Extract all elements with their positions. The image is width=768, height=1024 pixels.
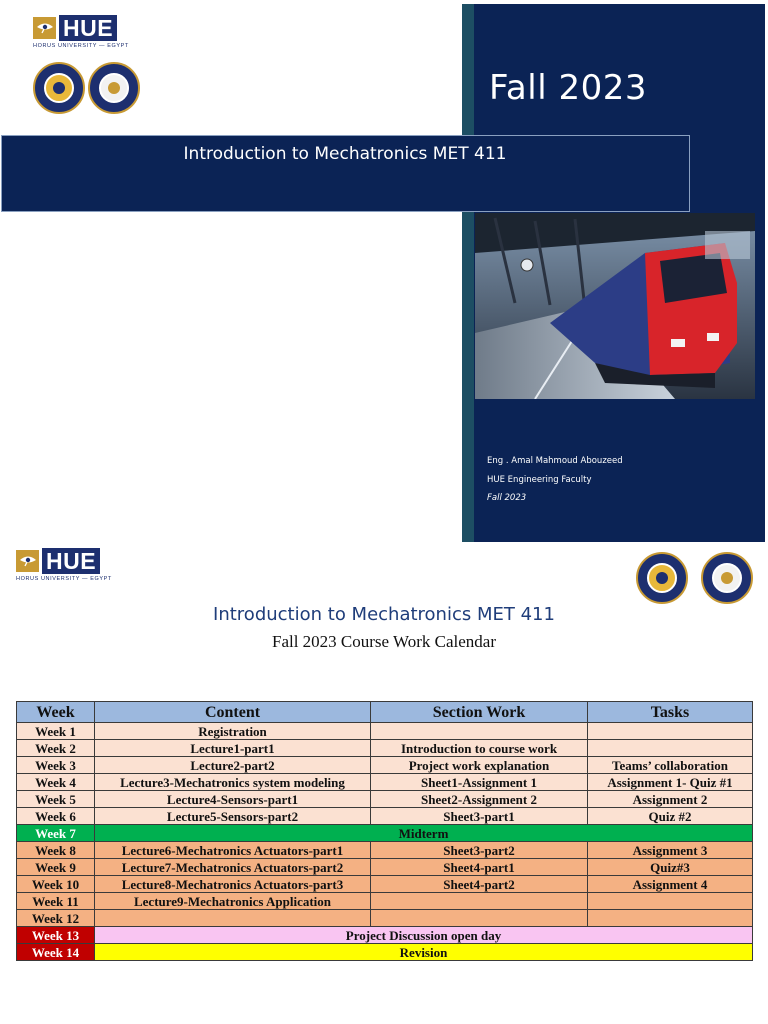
table-row: [17, 842, 753, 859]
revision-cell: Revision: [95, 944, 753, 961]
content-cell: Lecture7-Mechatronics Actuators-part2: [95, 859, 371, 876]
tasks-cell: [588, 910, 753, 927]
hue-logo-text: HUE: [59, 15, 117, 41]
tasks-cell: [588, 893, 753, 910]
title-band: [1, 135, 690, 212]
table-row: [17, 893, 753, 910]
calendar-subtitle: Fall 2023 Course Work Calendar: [271, 632, 496, 651]
faculty-gear-seal-icon: [88, 62, 140, 114]
content-cell: Lecture8-Mechatronics Actuators-part3: [95, 876, 371, 893]
section-cell: Sheet4-part1: [371, 859, 588, 876]
engineering-faculty-seal-icon: [636, 552, 688, 604]
cover-course-title: Introduction to Mechatronics MET 411: [183, 144, 507, 164]
midterm-cell: Midterm: [95, 825, 753, 842]
tasks-cell: Quiz #2: [588, 808, 753, 825]
calendar-title: Introduction to Mechatronics MET 411: [213, 604, 555, 625]
table-row: [17, 723, 753, 740]
header-week: Week: [17, 702, 95, 723]
week-cell: Week 5: [17, 791, 95, 808]
table-row-midterm: [17, 825, 753, 842]
content-cell: Lecture2-part2: [95, 757, 371, 774]
cover-term: Fall 2023: [487, 493, 527, 503]
header-content: Content: [95, 702, 371, 723]
faculty-gear-seal-icon: [701, 552, 753, 604]
week-cell: Week 10: [17, 876, 95, 893]
week-cell: Week 1: [17, 723, 95, 740]
tasks-cell: [588, 723, 753, 740]
tasks-cell: Assignment 2: [588, 791, 753, 808]
tasks-cell: [588, 740, 753, 757]
tasks-cell: Assignment 4: [588, 876, 753, 893]
table-row: [17, 859, 753, 876]
section-cell: [371, 910, 588, 927]
table-row-revision: [17, 944, 753, 961]
section-cell: Introduction to course work: [371, 740, 588, 757]
section-cell: Sheet3-part2: [371, 842, 588, 859]
week-cell: Week 12: [17, 910, 95, 927]
table-row: [17, 876, 753, 893]
section-cell: Sheet1-Assignment 1: [371, 774, 588, 791]
week-cell: Week 14: [17, 944, 95, 961]
engineering-faculty-seal-icon: [33, 62, 85, 114]
train-photo: [475, 213, 755, 399]
section-cell: Project work explanation: [371, 757, 588, 774]
eye-of-horus-icon: [33, 17, 56, 39]
cover-year: Fall 2023: [489, 68, 647, 108]
table-row: [17, 808, 753, 825]
section-cell: Sheet2-Assignment 2: [371, 791, 588, 808]
content-cell: Lecture9-Mechatronics Application: [95, 893, 371, 910]
table-row: [17, 910, 753, 927]
week-cell: Week 9: [17, 859, 95, 876]
tasks-cell: Teams’ collaboration: [588, 757, 753, 774]
hue-logo-tagline: HORUS UNIVERSITY — EGYPT: [16, 576, 112, 582]
hue-logo-tagline: HORUS UNIVERSITY — EGYPT: [33, 43, 129, 49]
week-cell: Week 4: [17, 774, 95, 791]
week-cell: Week 11: [17, 893, 95, 910]
section-cell: [371, 893, 588, 910]
content-cell: Lecture3-Mechatronics system modeling: [95, 774, 371, 791]
week-cell: Week 13: [17, 927, 95, 944]
faculty-name: HUE Engineering Faculty: [487, 474, 592, 485]
eye-of-horus-icon: [16, 550, 39, 572]
hue-logo-page2: [16, 548, 112, 582]
week-cell: Week 3: [17, 757, 95, 774]
section-cell: Sheet4-part2: [371, 876, 588, 893]
project-discussion-cell: Project Discussion open day: [95, 927, 753, 944]
week-cell: Week 7: [17, 825, 95, 842]
section-cell: Sheet3-part1: [371, 808, 588, 825]
table-row: [17, 791, 753, 808]
week-cell: Week 6: [17, 808, 95, 825]
content-cell: Lecture5-Sensors-part2: [95, 808, 371, 825]
hue-logo-text: HUE: [42, 548, 100, 574]
content-cell: Lecture4-Sensors-part1: [95, 791, 371, 808]
hue-logo: [33, 15, 129, 49]
author-block: [487, 452, 623, 508]
content-cell: [95, 910, 371, 927]
tasks-cell: Quiz#3: [588, 859, 753, 876]
content-cell: Registration: [95, 723, 371, 740]
table-row: [17, 740, 753, 757]
table-row: [17, 757, 753, 774]
week-cell: Week 2: [17, 740, 95, 757]
header-section-work: Section Work: [371, 702, 588, 723]
content-cell: Lecture6-Mechatronics Actuators-part1: [95, 842, 371, 859]
tasks-cell: Assignment 1- Quiz #1: [588, 774, 753, 791]
table-row-project-day: [17, 927, 753, 944]
content-cell: Lecture1-part1: [95, 740, 371, 757]
table-header-row: [17, 702, 753, 723]
week-cell: Week 8: [17, 842, 95, 859]
author-name: Eng . Amal Mahmoud Abouzeed: [487, 456, 623, 466]
header-tasks: Tasks: [588, 702, 753, 723]
tasks-cell: Assignment 3: [588, 842, 753, 859]
table-row: [17, 774, 753, 791]
course-calendar-table: [16, 701, 753, 961]
section-cell: [371, 723, 588, 740]
